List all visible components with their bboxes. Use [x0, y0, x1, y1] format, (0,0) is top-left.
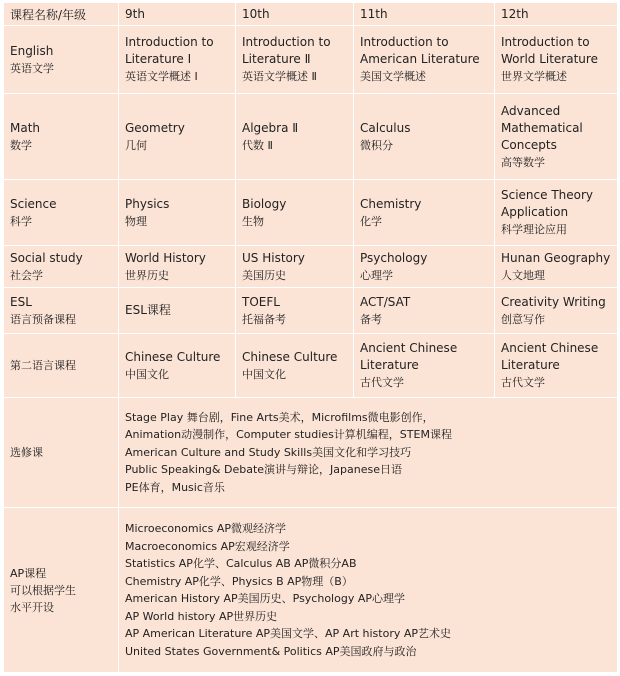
course-line: Literature Ⅱ	[242, 52, 311, 66]
row-label-line: 水平开设	[10, 600, 54, 614]
course-cell	[354, 288, 495, 334]
course-line: 人文地理	[501, 268, 545, 282]
course-line: World Literature	[501, 52, 598, 66]
row-label-en: Math	[10, 120, 41, 135]
row-label-line: 可以根据学生	[10, 583, 76, 597]
row-ap	[4, 508, 618, 673]
course-line: Ancient Chinese	[360, 341, 458, 355]
course-line: Introduction to	[501, 35, 590, 49]
row-esl	[4, 288, 618, 334]
course-line: 物理	[125, 214, 147, 228]
course-cell	[495, 288, 618, 334]
course-line: 创意写作	[501, 312, 545, 326]
course-line: 生物	[242, 214, 264, 228]
course-line: TOEFL	[242, 294, 280, 309]
course-line: 美国文学概述	[360, 70, 426, 83]
course-cell	[236, 288, 354, 334]
course-cell	[354, 26, 495, 94]
course-line: 美国历史	[242, 268, 286, 282]
row-label-en: English	[10, 43, 54, 58]
ap-line: Macroeconomics AP宏观经济学	[125, 539, 290, 553]
row-label-zh: 英语文学	[10, 61, 54, 75]
course-cell	[495, 246, 618, 288]
course-line: Biology	[242, 196, 287, 211]
row-second-language	[4, 334, 618, 398]
course-line: Physics	[125, 196, 170, 211]
course-line: ACT/SAT	[360, 294, 411, 309]
ap-line: Statistics AP化学、Calculus AB AP微积分AB	[125, 557, 357, 570]
row-label-en: Science	[10, 196, 57, 211]
course-line: Chemistry	[360, 196, 422, 211]
row-electives	[4, 398, 618, 508]
course-line: Ancient Chinese	[501, 341, 599, 355]
row-label-zh: 第二语言课程	[10, 359, 76, 372]
course-cell	[495, 334, 618, 398]
row-label	[4, 398, 119, 508]
course-line: Hunan Geography	[501, 250, 611, 265]
course-line: Advanced	[501, 103, 561, 118]
course-line: 心理学	[360, 268, 393, 282]
course-line: 中国文化	[125, 367, 169, 381]
course-line: 高等数学	[501, 155, 545, 169]
course-cell	[354, 180, 495, 246]
course-cell	[119, 26, 236, 94]
course-line: Geometry	[125, 120, 185, 135]
electives-list	[119, 398, 618, 508]
course-cell	[495, 180, 618, 246]
course-line: 备考	[360, 312, 382, 326]
course-line: 微积分	[360, 138, 393, 152]
row-social-study	[4, 246, 618, 288]
course-line: World History	[125, 250, 206, 265]
course-cell	[354, 246, 495, 288]
course-line: Calculus	[360, 120, 411, 135]
row-english	[4, 26, 618, 94]
course-cell	[495, 94, 618, 180]
ap-line: AP American Literature AP美国文学、AP Art history AP艺术史	[125, 627, 452, 640]
row-label	[4, 334, 119, 398]
course-line: 几何	[125, 138, 147, 152]
course-line: Science Theory	[501, 188, 594, 202]
header-grade-12: 12th	[495, 3, 618, 26]
course-line: Literature Ⅰ	[125, 52, 192, 66]
course-line: Concepts	[501, 137, 557, 152]
course-line: 英语文学概述 Ⅰ	[125, 70, 198, 83]
row-label	[4, 94, 119, 180]
course-line: Chinese Culture	[125, 349, 221, 364]
course-line: 古代文学	[360, 376, 404, 389]
course-cell	[236, 26, 354, 94]
course-line: Introduction to	[125, 35, 214, 49]
header-corner: 课程名称/年级	[4, 3, 119, 26]
course-line: ESL课程	[125, 303, 171, 317]
course-cell	[119, 334, 236, 398]
ap-line: AP World history AP世界历史	[125, 609, 278, 623]
elective-line: Animation动漫制作，Computer studies计算机编程，STEM课程	[125, 428, 452, 442]
course-line: 世界历史	[125, 268, 169, 282]
course-line: Mathematical	[501, 120, 583, 135]
course-line: Literature	[360, 358, 419, 372]
row-label-zh: 数学	[10, 138, 32, 152]
row-label	[4, 26, 119, 94]
course-cell	[119, 94, 236, 180]
course-cell	[119, 288, 236, 334]
row-label	[4, 180, 119, 246]
row-label-en: Social study	[10, 250, 83, 265]
row-label	[4, 246, 119, 288]
course-line: Psychology	[360, 250, 428, 265]
header-grade-11: 11th	[354, 3, 495, 26]
course-line: Algebra Ⅱ	[242, 120, 299, 135]
course-line: 化学	[360, 214, 382, 228]
course-line: US History	[242, 250, 305, 265]
row-label-zh: 语言预备课程	[10, 312, 76, 326]
course-cell	[354, 334, 495, 398]
row-label-en: ESL	[10, 294, 32, 309]
header-row	[4, 3, 618, 26]
course-line: 中国文化	[242, 367, 286, 381]
course-cell	[236, 94, 354, 180]
row-label	[4, 508, 119, 673]
course-cell	[236, 334, 354, 398]
curriculum-table	[3, 2, 618, 673]
ap-line: American History AP美国历史、Psychology AP心理学	[125, 592, 405, 605]
ap-line: Chemistry AP化学、Physics B AP物理（B）	[125, 574, 353, 588]
elective-line: American Culture and Study Skills美国文化和学习技巧	[125, 445, 412, 459]
course-cell	[236, 246, 354, 288]
course-line: 科学理论应用	[501, 223, 567, 236]
course-line: Introduction to	[360, 35, 449, 49]
elective-line: Stage Play 舞台剧，Fine Arts美术，Microfilms微电影创作，	[125, 410, 434, 424]
row-label-zh: 选修课	[10, 446, 43, 459]
row-label-zh: 社会学	[10, 268, 43, 282]
course-line: Introduction to	[242, 35, 331, 49]
row-science	[4, 180, 618, 246]
course-cell	[119, 246, 236, 288]
header-grade-9: 9th	[119, 3, 236, 26]
ap-list	[119, 508, 618, 673]
elective-line: PE体育，Music音乐	[125, 480, 225, 494]
course-line: 托福备考	[242, 312, 286, 326]
course-line: Literature	[501, 358, 560, 372]
elective-line: Public Speaking& Debate演讲与辩论，Japanese日语	[125, 463, 402, 477]
course-line: 英语文学概述 Ⅱ	[242, 70, 317, 83]
row-label-zh: 科学	[10, 214, 32, 228]
course-line: 代数 Ⅱ	[242, 138, 273, 152]
row-label	[4, 288, 119, 334]
course-cell	[354, 94, 495, 180]
course-line: Chinese Culture	[242, 349, 338, 364]
course-line: Application	[501, 205, 569, 219]
ap-line: United States Government& Politics AP美国政府与政治	[125, 644, 417, 658]
ap-line: Microeconomics AP微观经济学	[125, 522, 287, 535]
course-line: American Literature	[360, 52, 480, 66]
course-cell	[236, 180, 354, 246]
row-label-line: AP课程	[10, 566, 47, 580]
header-grade-10: 10th	[236, 3, 354, 26]
course-line: 古代文学	[501, 376, 545, 389]
course-line: Creativity Writing	[501, 294, 606, 309]
row-math	[4, 94, 618, 180]
course-line: 世界文学概述	[501, 70, 567, 83]
course-cell	[495, 26, 618, 94]
course-cell	[119, 180, 236, 246]
